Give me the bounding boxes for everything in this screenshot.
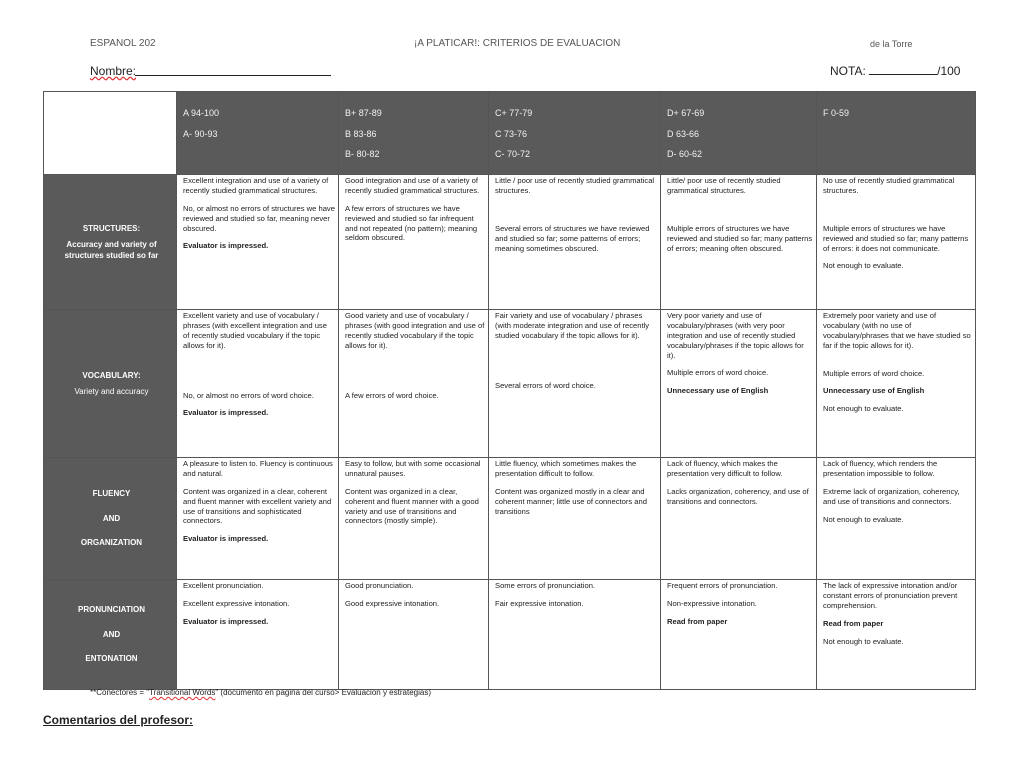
document-title: ¡A PLATICAR!: CRITERIOS DE EVALUACION <box>414 38 621 49</box>
criterion-label <box>44 580 177 690</box>
criterion-label <box>44 310 177 458</box>
descriptor: Lack of fluency, which renders the presentation impossible to follow. <box>823 459 938 478</box>
rubric-cell <box>489 580 661 690</box>
rubric-cell <box>177 310 339 458</box>
descriptor: Several errors of word choice. <box>495 380 596 390</box>
descriptor: Evaluator is impressed. <box>183 241 269 251</box>
descriptor: Not enough to evaluate. <box>823 404 904 414</box>
descriptor: Excellent pronunciation. <box>183 581 264 591</box>
criterion-row-vocabulary <box>44 310 976 458</box>
descriptor: Several errors of structures we have reviewed and studied so far; some patterns of errors; meaning sometimes obscured. <box>495 223 650 253</box>
descriptor: Good variety and use of vocabulary / phrases (with good integration and use of recently studied vocabulary if the topic allows for it). <box>345 311 485 350</box>
criterion-title-2: ENTONATION <box>85 654 138 664</box>
name-blank-line[interactable] <box>135 75 331 76</box>
grade-header-c <box>489 92 661 175</box>
rubric-cell <box>817 580 976 690</box>
criterion-title: PRONUNCIATION <box>78 605 145 615</box>
grade-range: D 63-66 <box>667 128 700 139</box>
descriptor: Not enough to evaluate. <box>823 636 904 646</box>
criterion-subtitle: Accuracy and variety of structures studied so far <box>64 240 159 260</box>
rubric-cell <box>489 458 661 580</box>
rubric-cell <box>339 580 489 690</box>
descriptor: Content was organized mostly in a clear and coherent manner; little use of connectors and transitions <box>495 486 647 516</box>
criterion-label <box>44 175 177 310</box>
rubric-cell <box>661 458 817 580</box>
grade-header-b <box>339 92 489 175</box>
rubric-cell <box>177 458 339 580</box>
descriptor: Easy to follow, but with some occasional unnatural pauses. <box>345 459 481 478</box>
grade-header-f <box>817 92 976 175</box>
descriptor: Evaluator is impressed. <box>183 534 269 544</box>
rubric-cell <box>661 310 817 458</box>
grade-range: B+ 87-89 <box>345 108 382 118</box>
descriptor: Content was organized in a clear, coherent and fluent manner with a good variety and use of transitions and connectors (mostly simple). <box>345 486 479 526</box>
criterion-title: FLUENCY <box>92 489 131 499</box>
grade-range: C- 70-72 <box>495 149 531 160</box>
header-corner-cell <box>44 92 177 175</box>
footnote-prefix: **Conectores = " <box>90 688 150 697</box>
criterion-row-pronunciation <box>44 580 976 690</box>
descriptor: Fair variety and use of vocabulary / phrases (with moderate integration and use of recently studied vocabulary if the topic allows for it). <box>495 311 650 340</box>
grade-range: F 0-59 <box>823 108 850 118</box>
descriptor: Read from paper <box>823 618 884 628</box>
grade-range: C 73-76 <box>495 128 528 139</box>
criterion-connector: AND <box>102 513 121 523</box>
descriptor: Lacks organization, coherency, and use of transitions and connectors. <box>667 486 809 506</box>
grade-range: A- 90-93 <box>183 128 218 139</box>
descriptor: The lack of expressive intonation and/or constant errors of pronunciation prevent comprehension. <box>823 581 958 610</box>
descriptor: Evaluator is impressed. <box>183 616 269 626</box>
grade-range: C+ 77-79 <box>495 108 533 118</box>
descriptor: Some errors of pronunciation. <box>495 581 596 591</box>
rubric-cell <box>661 175 817 310</box>
grade-header-row <box>44 92 976 175</box>
rubric-cell <box>339 458 489 580</box>
descriptor: Unnecessary use of English <box>823 386 925 396</box>
grade-range: D+ 67-69 <box>667 108 705 118</box>
name-field-label <box>90 64 136 78</box>
descriptor: Very poor variety and use of vocabulary/phrases (with very poor integration and use of recently studied vocabulary/phrases if the topic allows for it). <box>667 311 804 360</box>
descriptor: A few errors of word choice. <box>345 390 439 400</box>
name-label-text: Nombre: <box>90 64 137 78</box>
grade-label: NOTA: <box>830 64 866 78</box>
grade-header-a <box>177 92 339 175</box>
rubric-cell <box>661 580 817 690</box>
descriptor: No, or almost no errors of word choice. <box>183 390 314 400</box>
footnote <box>90 688 431 697</box>
descriptor: Not enough to evaluate. <box>823 514 904 524</box>
descriptor: Lack of fluency, which makes the presentation very difficult to follow. <box>667 459 783 478</box>
descriptor: Extremely poor variety and use of vocabulary (with no use of vocabulary/phrases that we have studied so far if the topic allows for it). <box>823 311 971 350</box>
rubric-cell <box>339 175 489 310</box>
descriptor: Non-expressive intonation. <box>667 598 757 608</box>
descriptor: Fair expressive intonation. <box>495 598 584 608</box>
grade-field <box>830 64 960 78</box>
author-name: de la Torre <box>870 39 913 49</box>
descriptor: Little / poor use of recently studied grammatical structures. <box>495 176 655 195</box>
descriptor: Frequent errors of pronunciation. <box>667 581 778 591</box>
descriptor: Good pronunciation. <box>345 581 414 591</box>
descriptor: Multiple errors of word choice. <box>823 368 925 378</box>
grade-range: A 94-100 <box>183 108 220 118</box>
grade-suffix: /100 <box>937 64 961 78</box>
teacher-comments-label: Comentarios del profesor: <box>43 713 194 727</box>
descriptor: Little fluency, which sometimes makes the presentation difficult to follow. <box>495 459 637 478</box>
criterion-title-2: ORGANIZATION <box>80 538 143 548</box>
descriptor: A pleasure to listen to. Fluency is continuous and natural. <box>183 459 333 478</box>
descriptor: Excellent integration and use of a variety of recently studied grammatical structures. <box>183 176 329 195</box>
grade-range: D- 60-62 <box>667 149 703 160</box>
descriptor: A few errors of structures we have reviewed and studied so far infrequent and not repeated (no pattern); meaning seldom obscured. <box>345 203 478 243</box>
rubric-cell <box>489 310 661 458</box>
descriptor: Multiple errors of structures we have reviewed and studied so far; many patterns of errors: it does not communicate. <box>823 223 969 253</box>
criterion-label <box>44 458 177 580</box>
rubric-cell <box>817 175 976 310</box>
criterion-connector: AND <box>102 629 121 639</box>
descriptor: Evaluator is impressed. <box>183 408 269 418</box>
footnote-suffix: " (documento en pagina del curso> Evaluacion y estrategias) <box>215 688 431 697</box>
grade-range: B- 80-82 <box>345 149 380 160</box>
descriptor: Content was organized in a clear, coherent and fluent manner with excellent variety and use of transitions and sophisticated connectors. <box>183 486 332 526</box>
footnote-term: Transitional Words <box>149 688 216 697</box>
descriptor: No, or almost no errors of structures we have reviewed and studied so far, meaning never obscured. <box>183 203 335 233</box>
criterion-title: VOCABULARY: <box>82 370 141 380</box>
criterion-subtitle: Variety and accuracy <box>74 387 149 397</box>
descriptor: Extreme lack of organization, coherency, and use of transitions and connectors. <box>823 486 960 506</box>
rubric-cell <box>339 310 489 458</box>
descriptor: Read from paper <box>667 616 728 626</box>
rubric-cell <box>817 310 976 458</box>
descriptor: Good expressive intonation. <box>345 598 440 608</box>
course-code: ESPANOL 202 <box>90 38 156 49</box>
criterion-title: STRUCTURES: <box>82 223 141 233</box>
descriptor: Multiple errors of structures we have reviewed and studied so far; many patterns of errors; meaning often obscured. <box>667 223 813 253</box>
rubric-table <box>43 91 976 690</box>
criterion-row-structures <box>44 175 976 310</box>
descriptor: Excellent variety and use of vocabulary / phrases (with excellent integration and use of recently studied vocabulary if the topic allows for it). <box>183 311 327 350</box>
rubric-cell <box>817 458 976 580</box>
descriptor: Excellent expressive intonation. <box>183 598 290 608</box>
descriptor: Unnecessary use of English <box>667 386 769 396</box>
descriptor: Good integration and use of a variety of recently studied grammatical structures. <box>345 176 480 195</box>
descriptor: Not enough to evaluate. <box>823 261 904 271</box>
descriptor: Multiple errors of word choice. <box>667 368 769 378</box>
rubric-cell <box>177 580 339 690</box>
grade-range: B 83-86 <box>345 128 377 139</box>
criterion-row-fluency <box>44 458 976 580</box>
grade-blank-line[interactable] <box>869 64 937 75</box>
grade-header-d <box>661 92 817 175</box>
descriptor: No use of recently studied grammatical structures. <box>823 176 955 195</box>
rubric-cell <box>177 175 339 310</box>
descriptor: Little/ poor use of recently studied grammatical structures. <box>667 176 781 195</box>
rubric-cell <box>489 175 661 310</box>
